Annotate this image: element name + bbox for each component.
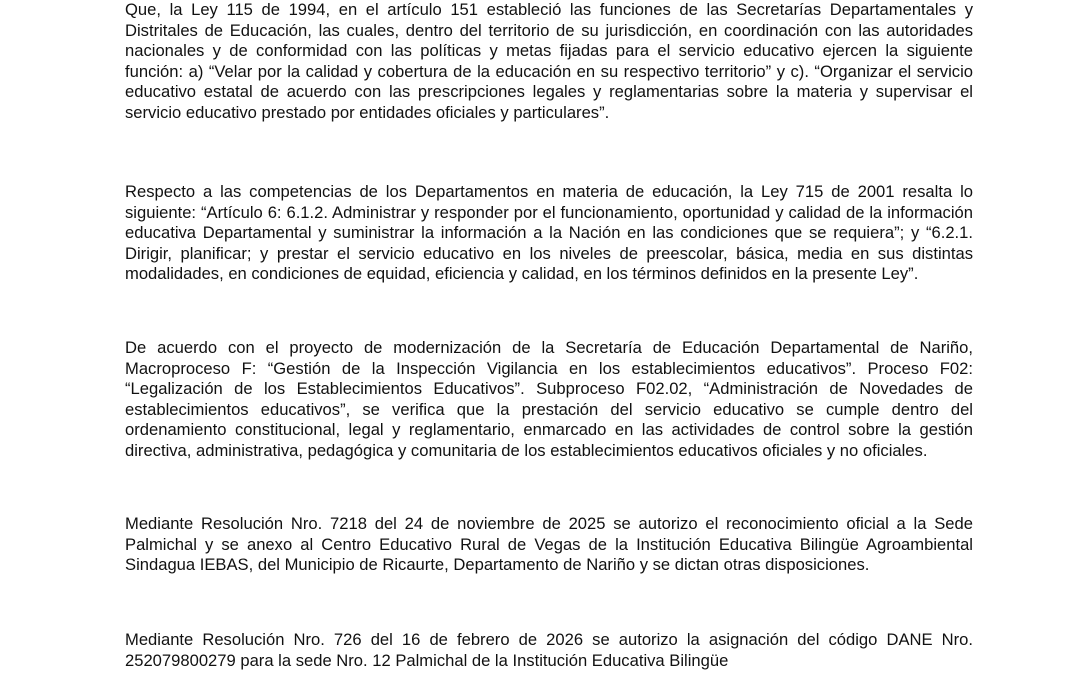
paragraph-resolucion-726: Mediante Resolución Nro. 726 del 16 de febrero de 2026 se autorizo la asignación del código DANE Nro. 252079800279 para la sede Nro. 12 Palmichal de la Institución Educativa Bilingüe <box>125 630 973 670</box>
paragraph-resolucion-7218: Mediante Resolución Nro. 7218 del 24 de noviembre de 2025 se autorizo el reconocimiento oficial a la Sede Palmichal y se anexo al Centro Educativo Rural de Vegas de la Institución Educativa Bilingüe Agroambiental Sindagua IEBAS, del Municipio de Ricaurte, Departamento de Nariño y se dictan otras disposiciones. <box>125 514 973 575</box>
paragraph-ley-715: Respecto a las competencias de los Departamentos en materia de educación, la Ley 715 de 2001 resalta lo siguiente: “Artículo 6: 6.1.2. Administrar y responder por el funcionamiento, oportunidad y calidad de la información educativa Departamental y suministrar la información a la Nación en las condiciones que se requiera”; y “6.2.1. Dirigir, planificar; y prestar el servicio educativo en los niveles de preescolar, básica, media en sus distintas modalidades, en condiciones de equidad, eficiencia y calidad, en los términos definidos en la presente Ley”. <box>125 182 973 284</box>
paragraph-modernizacion: De acuerdo con el proyecto de modernización de la Secretaría de Educación Departamental de Nariño, Macroproceso F: “Gestión de la Inspección Vigilancia en los establecimientos educativos”. Proceso F02: “Legalización de los Establecimientos Educativos”. Subproceso F02.02, “Administración de Novedades de establecimientos educativos”, se verifica que la prestación del servicio educativo se cumple dentro del ordenamiento constitucional, legal y reglamentario, enmarcado en las actividades de control sobre la gestión directiva, administrativa, pedagógica y comunitaria de los establecimientos educativos oficiales y no oficiales. <box>125 338 973 460</box>
paragraph-ley-115: Que, la Ley 115 de 1994, en el artículo 151 estableció las funciones de las Secretarías Departamentales y Distritales de Educación, las cuales, dentro del territorio de su jurisdicción, en coordinación con las autoridades nacionales y de conformidad con las políticas y metas fijadas para el servicio educativo ejercen la siguiente función: a) “Velar por la calidad y cobertura de la educación en su respectivo territorio” y c). “Organizar el servicio educativo estatal de acuerdo con las prescripciones legales y reglamentarias sobre la materia y supervisar el servicio educativo prestado por entidades oficiales y particulares”. <box>125 0 973 122</box>
